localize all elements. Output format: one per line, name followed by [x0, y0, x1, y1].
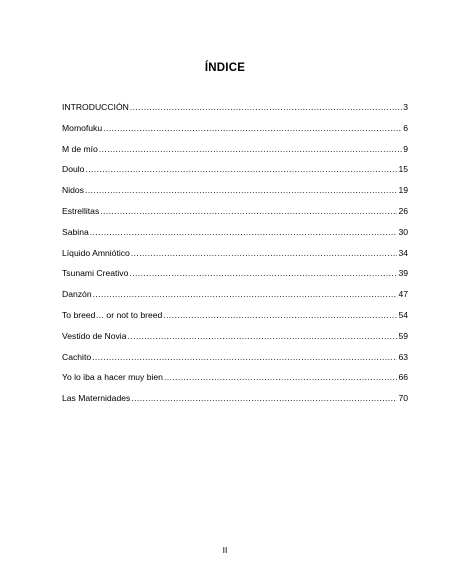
toc-entry-title: Doulo [62, 164, 85, 175]
toc-entry[interactable] [62, 142, 408, 163]
toc-leader-dots [131, 391, 397, 405]
toc-leader-dots [92, 350, 397, 364]
toc-leader-dots [85, 183, 397, 197]
toc-leader-dots [128, 329, 398, 343]
toc-entry[interactable] [62, 162, 408, 183]
toc-entry-page: 3 [403, 102, 408, 112]
toc-leader-dots [164, 370, 397, 384]
toc-leader-dots [85, 162, 397, 176]
toc-leader-dots [99, 142, 402, 156]
toc-entry[interactable] [62, 121, 408, 142]
toc-leader-dots [90, 225, 398, 239]
toc-entry-page: 63 [398, 351, 408, 362]
toc-entry-page: 6 [403, 122, 408, 133]
toc-entry[interactable] [62, 350, 408, 371]
toc-entry[interactable] [62, 370, 408, 391]
toc-entry-page: 15 [398, 164, 408, 175]
index-heading: ÍNDICE [204, 62, 246, 74]
toc-entry-title: Las Maternidades [62, 393, 131, 404]
toc-entry-page: 70 [398, 393, 408, 404]
toc-entry[interactable] [62, 225, 408, 246]
toc-entry[interactable] [62, 204, 408, 225]
toc-entry-title: To breed… or not to breed [62, 309, 163, 320]
toc-entry-title: M de mío [62, 143, 98, 154]
toc-entry-title: Yo lo iba a hacer muy bien [62, 372, 163, 383]
toc-leader-dots [130, 100, 402, 114]
toc-leader-dots [163, 308, 397, 322]
toc-entry-page: 19 [398, 185, 408, 196]
toc-entry-title: Momofuku [62, 122, 103, 133]
toc-entry[interactable] [62, 246, 408, 267]
toc-entry-page: 9 [403, 143, 408, 154]
toc-leader-dots [129, 266, 397, 280]
toc-entry-title: Líquido Amniótico [62, 247, 130, 258]
toc-entry[interactable] [62, 266, 408, 287]
toc-entry-title: Estrellitas [62, 205, 100, 216]
toc-entry-page: 54 [398, 309, 408, 320]
toc-entry-page: 34 [398, 247, 408, 258]
toc-entry-page: 26 [398, 205, 408, 216]
toc-entry[interactable] [62, 183, 408, 204]
toc-entry-title: Vestido de Novia [62, 330, 127, 341]
toc-entry-page: 30 [398, 226, 408, 237]
toc-leader-dots [103, 121, 402, 135]
toc-entry-title: Cachito [62, 351, 92, 362]
toc-entry[interactable] [62, 287, 408, 308]
toc-leader-dots [131, 246, 398, 260]
toc-entry-title: Danzón [62, 289, 92, 300]
toc-entry-page: 66 [398, 372, 408, 383]
toc-entry-title: Sabina [62, 226, 89, 237]
toc-entry-title: INTRODUCCIÓN [62, 102, 129, 112]
toc-entry[interactable] [62, 391, 408, 412]
toc-leader-dots [93, 287, 398, 301]
toc-entry-title: Nidos [62, 185, 84, 196]
table-of-contents [62, 100, 408, 412]
toc-entry[interactable] [62, 329, 408, 350]
toc-entry-page: 39 [398, 268, 408, 279]
toc-entry-title: Tsunami Creativo [62, 268, 129, 279]
toc-entry-page: 59 [398, 330, 408, 341]
toc-entry[interactable] [62, 100, 408, 121]
footer-page-number: II [222, 545, 228, 555]
toc-entry-page: 47 [398, 289, 408, 300]
toc-leader-dots [100, 204, 397, 218]
toc-entry[interactable] [62, 308, 408, 329]
